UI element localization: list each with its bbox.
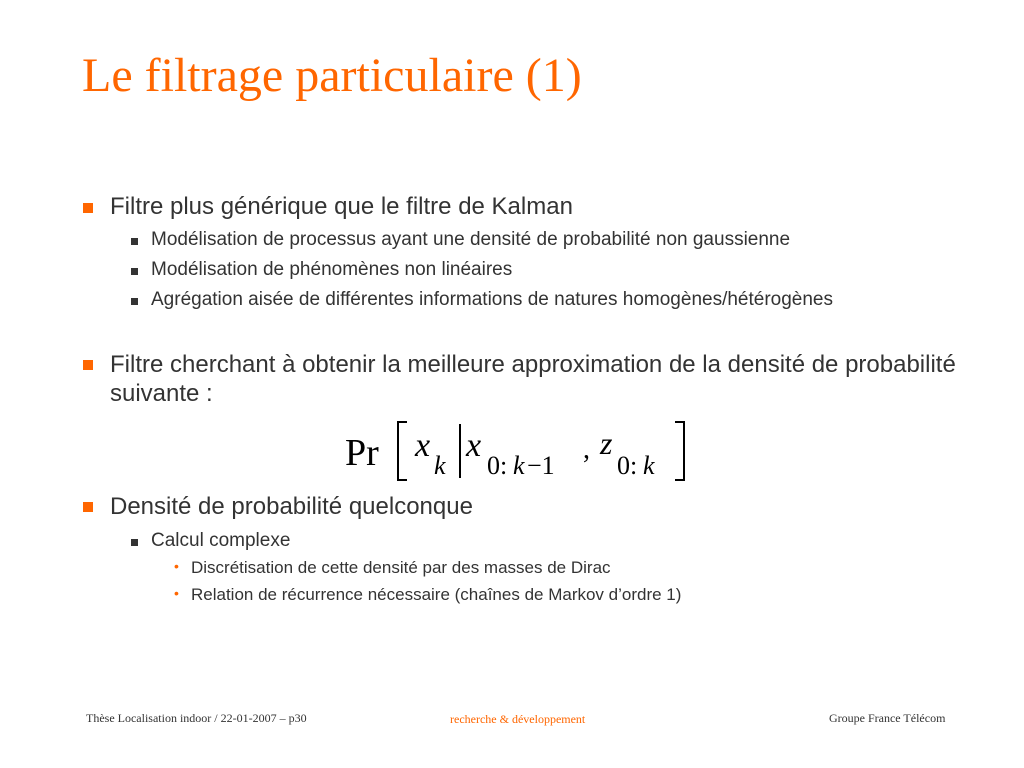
dot-bullet-icon: • xyxy=(174,585,179,601)
sub-bullet-icon xyxy=(131,298,138,305)
bullet-square-icon xyxy=(83,360,93,370)
bullet-1-sub-3: Agrégation aisée de différentes informations de natures homogènes/hétérogènes xyxy=(151,289,833,310)
formula-range-1: 0: xyxy=(487,451,508,480)
sub-bullet-icon xyxy=(131,238,138,245)
sub-bullet-icon xyxy=(131,539,138,546)
formula-pr: Pr xyxy=(345,432,379,474)
probability-formula xyxy=(345,418,695,484)
footer-right: Groupe France Télécom xyxy=(829,711,946,725)
bullet-square-icon xyxy=(83,502,93,512)
bullet-3-subsub-2: Relation de récurrence nécessaire (chaînes de Markov d’ordre 1) xyxy=(191,585,682,604)
sub-bullet-icon xyxy=(131,268,138,275)
bullet-2-text: Filtre cherchant à obtenir la meilleure approximation de la densité de probabilité suivante : xyxy=(110,351,956,407)
formula-k-1: k xyxy=(513,451,525,480)
bullet-1-sub-2: Modélisation de phénomènes non linéaires xyxy=(151,259,513,280)
slide-title: Le filtrage particulaire (1) xyxy=(82,49,582,102)
formula-z: z xyxy=(600,425,613,461)
bullet-3-text: Densité de probabilité quelconque xyxy=(110,493,473,520)
formula-k-2: k xyxy=(643,451,655,480)
formula-x: x xyxy=(415,427,431,464)
right-bracket-icon xyxy=(675,422,684,480)
bullet-square-icon xyxy=(83,203,93,213)
formula-k: k xyxy=(434,451,446,480)
left-bracket-icon xyxy=(398,422,407,480)
bullet-3-subsub-1: Discrétisation de cette densité par des masses de Dirac xyxy=(191,558,611,577)
footer-left: Thèse Localisation indoor / 22-01-2007 – p30 xyxy=(86,711,307,725)
formula-comma: , xyxy=(583,434,590,465)
bullet-3-sub-1: Calcul complexe xyxy=(151,530,291,551)
bullet-1-sub-1: Modélisation de processus ayant une densité de probabilité non gaussienne xyxy=(151,229,791,250)
formula-range-2: 0: xyxy=(617,451,638,480)
footer-center: recherche & développement xyxy=(450,712,586,726)
formula-x-history: x xyxy=(466,427,482,464)
dot-bullet-icon: • xyxy=(174,558,179,574)
bullet-1-text: Filtre plus générique que le filtre de Kalman xyxy=(110,193,573,220)
formula-minus-one: −1 xyxy=(527,451,555,480)
